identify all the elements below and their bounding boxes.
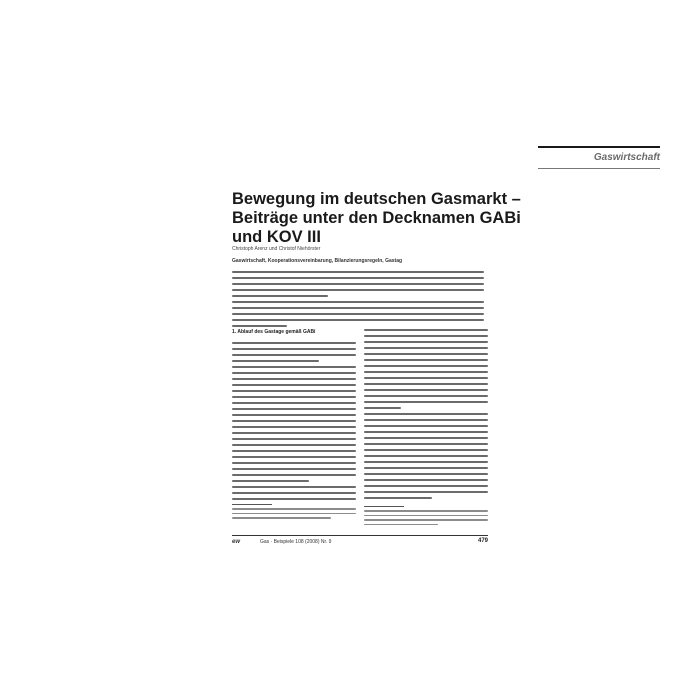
body-column-left <box>232 342 356 504</box>
journal-info: Gas · Beispiele 108 (2008) Nr. 9 <box>260 539 332 545</box>
footer-rule <box>232 535 488 536</box>
article-keywords: Gaswirtschaft, Kooperationsvereinbarung, Bilanzierungsregeln, Gastag <box>232 258 403 264</box>
article-authors: Christoph Arenz und Christof Niehörster <box>232 246 321 252</box>
title-line: und KOV III <box>232 228 321 246</box>
footnote-rule-left <box>232 504 272 505</box>
section-rule-bottom <box>538 168 660 169</box>
section-heading: 1. Ablauf des Gastage gemäß GABi <box>232 329 316 335</box>
footnote-right <box>364 510 488 528</box>
footnote-rule-right <box>364 506 404 507</box>
article-title <box>232 190 532 247</box>
abstract-german <box>232 271 484 301</box>
journal-logo: ew <box>232 539 241 545</box>
title-line: Bewegung im deutschen Gasmarkt – <box>232 190 521 208</box>
section-tag <box>538 146 660 172</box>
footnote-left <box>232 508 356 522</box>
body-column-right <box>364 329 488 503</box>
page-footer <box>232 535 488 549</box>
section-label: Gaswirtschaft <box>593 152 660 163</box>
page-number: 479 <box>477 538 488 544</box>
title-line: Beiträge unter den Decknamen GABi <box>232 209 521 227</box>
abstract-english <box>232 301 484 331</box>
section-rule-top <box>538 146 660 148</box>
